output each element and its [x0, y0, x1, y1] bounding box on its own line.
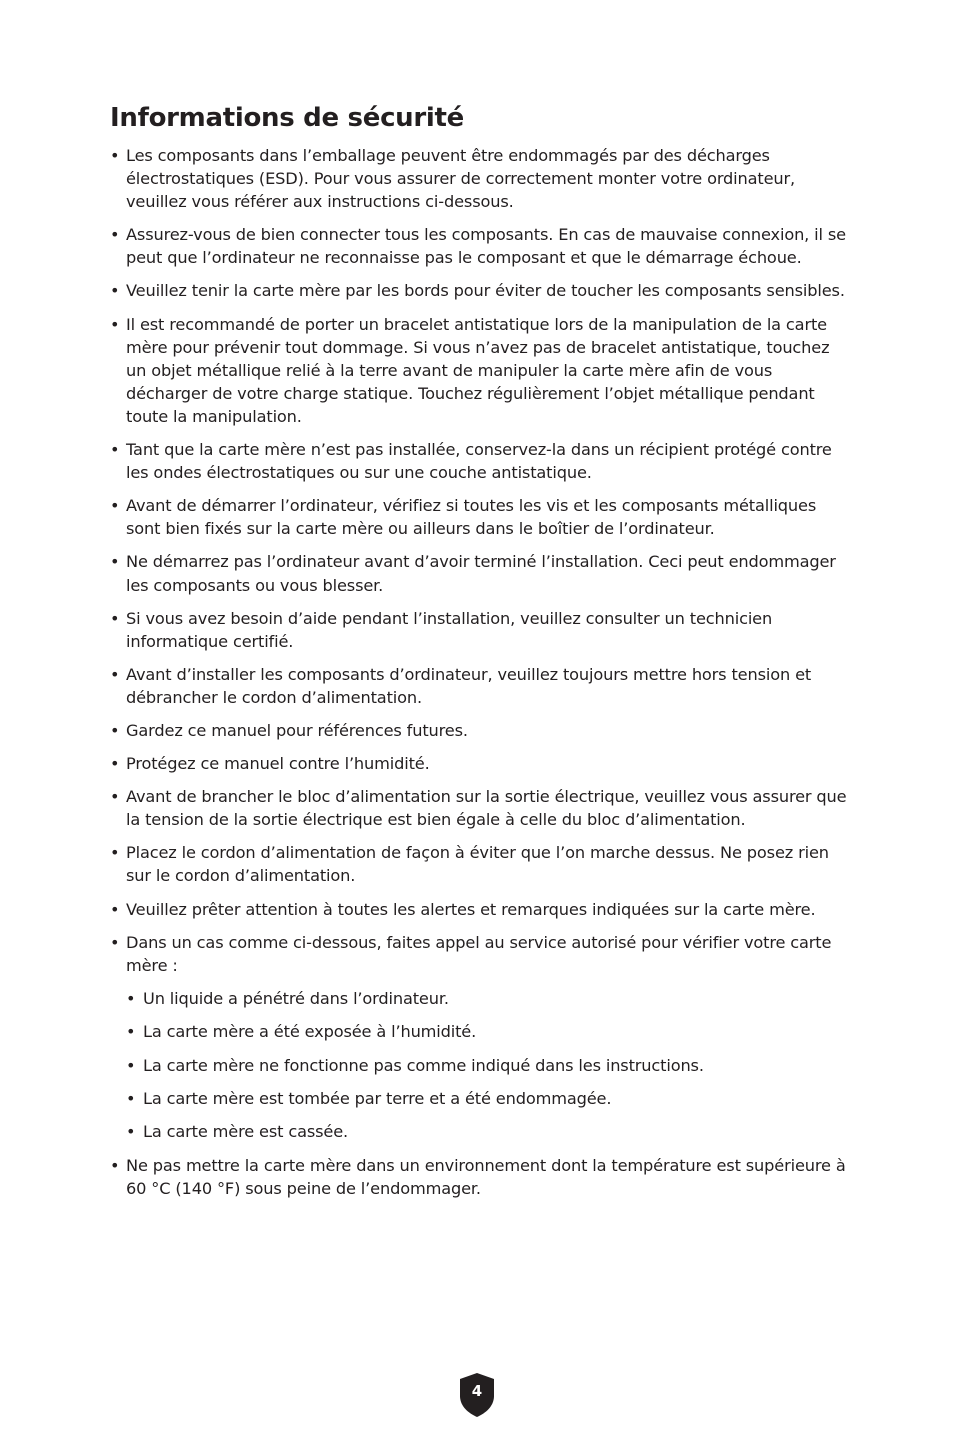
sub-list-item: • La carte mère est cassée.	[126, 1120, 850, 1143]
page-number: 4	[471, 1382, 483, 1400]
list-item: • Placez le cordon d’alimentation de façon à éviter que l’on marche dessus. Ne posez rien sur le cordon d’alimentation.	[110, 841, 850, 887]
sub-list-item: • La carte mère est tombée par terre et a été endommagée.	[126, 1087, 850, 1110]
page-number-badge	[458, 1372, 496, 1418]
sub-list	[126, 987, 850, 1144]
sub-list-item: • La carte mère ne fonctionne pas comme indiqué dans les instructions.	[126, 1054, 850, 1077]
list-item: • Tant que la carte mère n’est pas installée, conservez-la dans un récipient protégé contre les ondes électrostatiques ou sur une couche antistatique.	[110, 438, 850, 484]
list-item: • Protégez ce manuel contre l’humidité.	[110, 752, 850, 775]
list-item-with-sublist	[110, 931, 850, 1144]
list-item: • Il est recommandé de porter un bracelet antistatique lors de la manipulation de la carte mère pour prévenir tout dommage. Si vous n’avez pas de bracelet antistatique, touchez un objet métallique relié à la terre avant de manipuler la carte mère afin de vous décharger de votre charge statique. Touchez régulièrement l’objet métallique pendant toute la manipulation.	[110, 313, 850, 428]
list-item: • Veuillez tenir la carte mère par les bords pour éviter de toucher les composants sensibles.	[110, 279, 850, 302]
list-item: • Avant d’installer les composants d’ordinateur, veuillez toujours mettre hors tension et débrancher le cordon d’alimentation.	[110, 663, 850, 709]
list-item: • Si vous avez besoin d’aide pendant l’installation, veuillez consulter un technicien informatique certifié.	[110, 607, 850, 653]
list-item: • Gardez ce manuel pour références futures.	[110, 719, 850, 742]
list-item: • Avant de démarrer l’ordinateur, vérifiez si toutes les vis et les composants métalliques sont bien fixés sur la carte mère ou ailleurs dans le boîtier de l’ordinateur.	[110, 494, 850, 540]
list-item-text: Dans un cas comme ci-dessous, faites appel au service autorisé pour vérifier votre carte mère :	[126, 932, 832, 975]
list-item: • Avant de brancher le bloc d’alimentation sur la sortie électrique, veuillez vous assurer que la tension de la sortie électrique est bien égale à celle du bloc d’alimentation.	[110, 785, 850, 831]
list-item: • Ne démarrez pas l’ordinateur avant d’avoir terminé l’installation. Ceci peut endommager les composants ou vous blesser.	[110, 550, 850, 596]
list-item: • Veuillez prêter attention à toutes les alertes et remarques indiquées sur la carte mère.	[110, 898, 850, 921]
list-item: • Assurez-vous de bien connecter tous les composants. En cas de mauvaise connexion, il se peut que l’ordinateur ne reconnaisse pas le composant et que le démarrage échoue.	[110, 223, 850, 269]
sub-list-item: • La carte mère a été exposée à l’humidité.	[126, 1020, 850, 1043]
sub-list-item: • Un liquide a pénétré dans l’ordinateur.	[126, 987, 850, 1010]
safety-list	[110, 144, 850, 1210]
page-title: Informations de sécurité	[110, 103, 464, 133]
list-item: • Les composants dans l’emballage peuvent être endommagés par des décharges électrostatiques (ESD). Pour vous assurer de correctement monter votre ordinateur, veuillez vous référer aux instructions ci-dessous.	[110, 144, 850, 213]
list-item: • Ne pas mettre la carte mère dans un environnement dont la température est supérieure à 60 °C (140 °F) sous peine de l’endommager.	[110, 1154, 850, 1200]
